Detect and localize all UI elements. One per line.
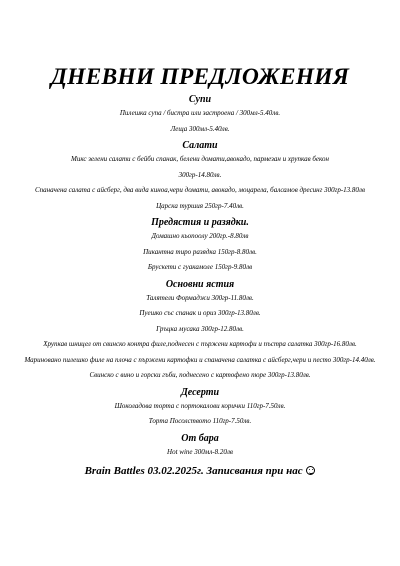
menu-item-embassy-cake: Торта Посолството 110гр-7.50лв.: [148, 417, 252, 425]
menu-item-lentil-soup: Леща 300мл-5.40лв.: [170, 124, 230, 133]
menu-item-turkey-spinach: Пуешко със спанак и ориз 300гр-13.80лв.: [139, 309, 261, 317]
event-announcement: [0, 465, 400, 478]
menu-item-tiro-spread: Пикантна тиро разядка 150гр-8.80лв.: [143, 247, 257, 256]
menu-item-marinated-chicken: Мариновано пилешко филе на плоча с пържени картофки и спаначена салатка с айсберг,чери и песто 300гр-14.40лв.: [24, 355, 376, 364]
menu-item-chicken-soup: Пилешка супа / бистра или застроена / 300мл-5.40лв.: [119, 109, 281, 117]
menu-item-spinach-salad: Спаначена салата с айсберг, два вида киноа,чери домати, авокадо, моцарела, балсамов дресинг 300гр-13.80лв: [34, 186, 366, 194]
menu-item-pork-wine: Свинско с вино и горски гъби, поднесено с картофено пюре 300гр-13.80лв.: [89, 371, 311, 379]
menu-item-schnitzel: Хрупкав шницел от свинско контра филе,поднесен с пържени картофи и пъстра салатка 300гр-16.80лв.: [43, 340, 357, 348]
section-heading-mains: Основни ястия: [165, 278, 235, 290]
menu-item-mixed-salad-price: 300гр-14.80лв.: [178, 170, 222, 179]
menu-item-tsarska-turshia: Царска туршия 250гр-7.40лв.: [156, 201, 244, 210]
menu-item-mixed-salad: Микс зелени салати с бейби спанак, белени домати,авокадо, пармезан и хрупкав бекон: [71, 155, 329, 163]
menu-item-chocolate-cake: Шоколадова торта с портокалови корички 110гр-7.50лв.: [114, 401, 286, 410]
menu-item-tagliatelle: Талятели Формаджи 300гр-11.80лв.: [146, 293, 254, 302]
section-heading-starters: Предястия и разядки.: [151, 217, 249, 228]
section-heading-soups: Супи: [188, 94, 212, 105]
smiley-icon: [306, 466, 315, 475]
section-heading-salads: Салати: [182, 140, 218, 151]
menu-item-moussaka: Гръцка мусака 300гр-12.80лв.: [156, 324, 244, 333]
menu-item-kyopoolu: Домашно кьопоолу 200гр.-8.80лв: [151, 232, 249, 240]
menu-item-hot-wine: Hot wine 300мл-8.20лв: [167, 447, 233, 456]
section-heading-bar: От бара: [181, 432, 219, 444]
page-title: ДНЕВНИ ПРЕДЛОЖЕНИЯ: [50, 64, 350, 90]
event-announcement-text: Brain Battles 03.02.2025г. Записвания при нас: [84, 465, 303, 477]
section-heading-desserts: Десерти: [180, 386, 220, 398]
menu-item-bruschetta: Брускети с гуакамоле 150гр-9.80лв: [147, 263, 253, 271]
